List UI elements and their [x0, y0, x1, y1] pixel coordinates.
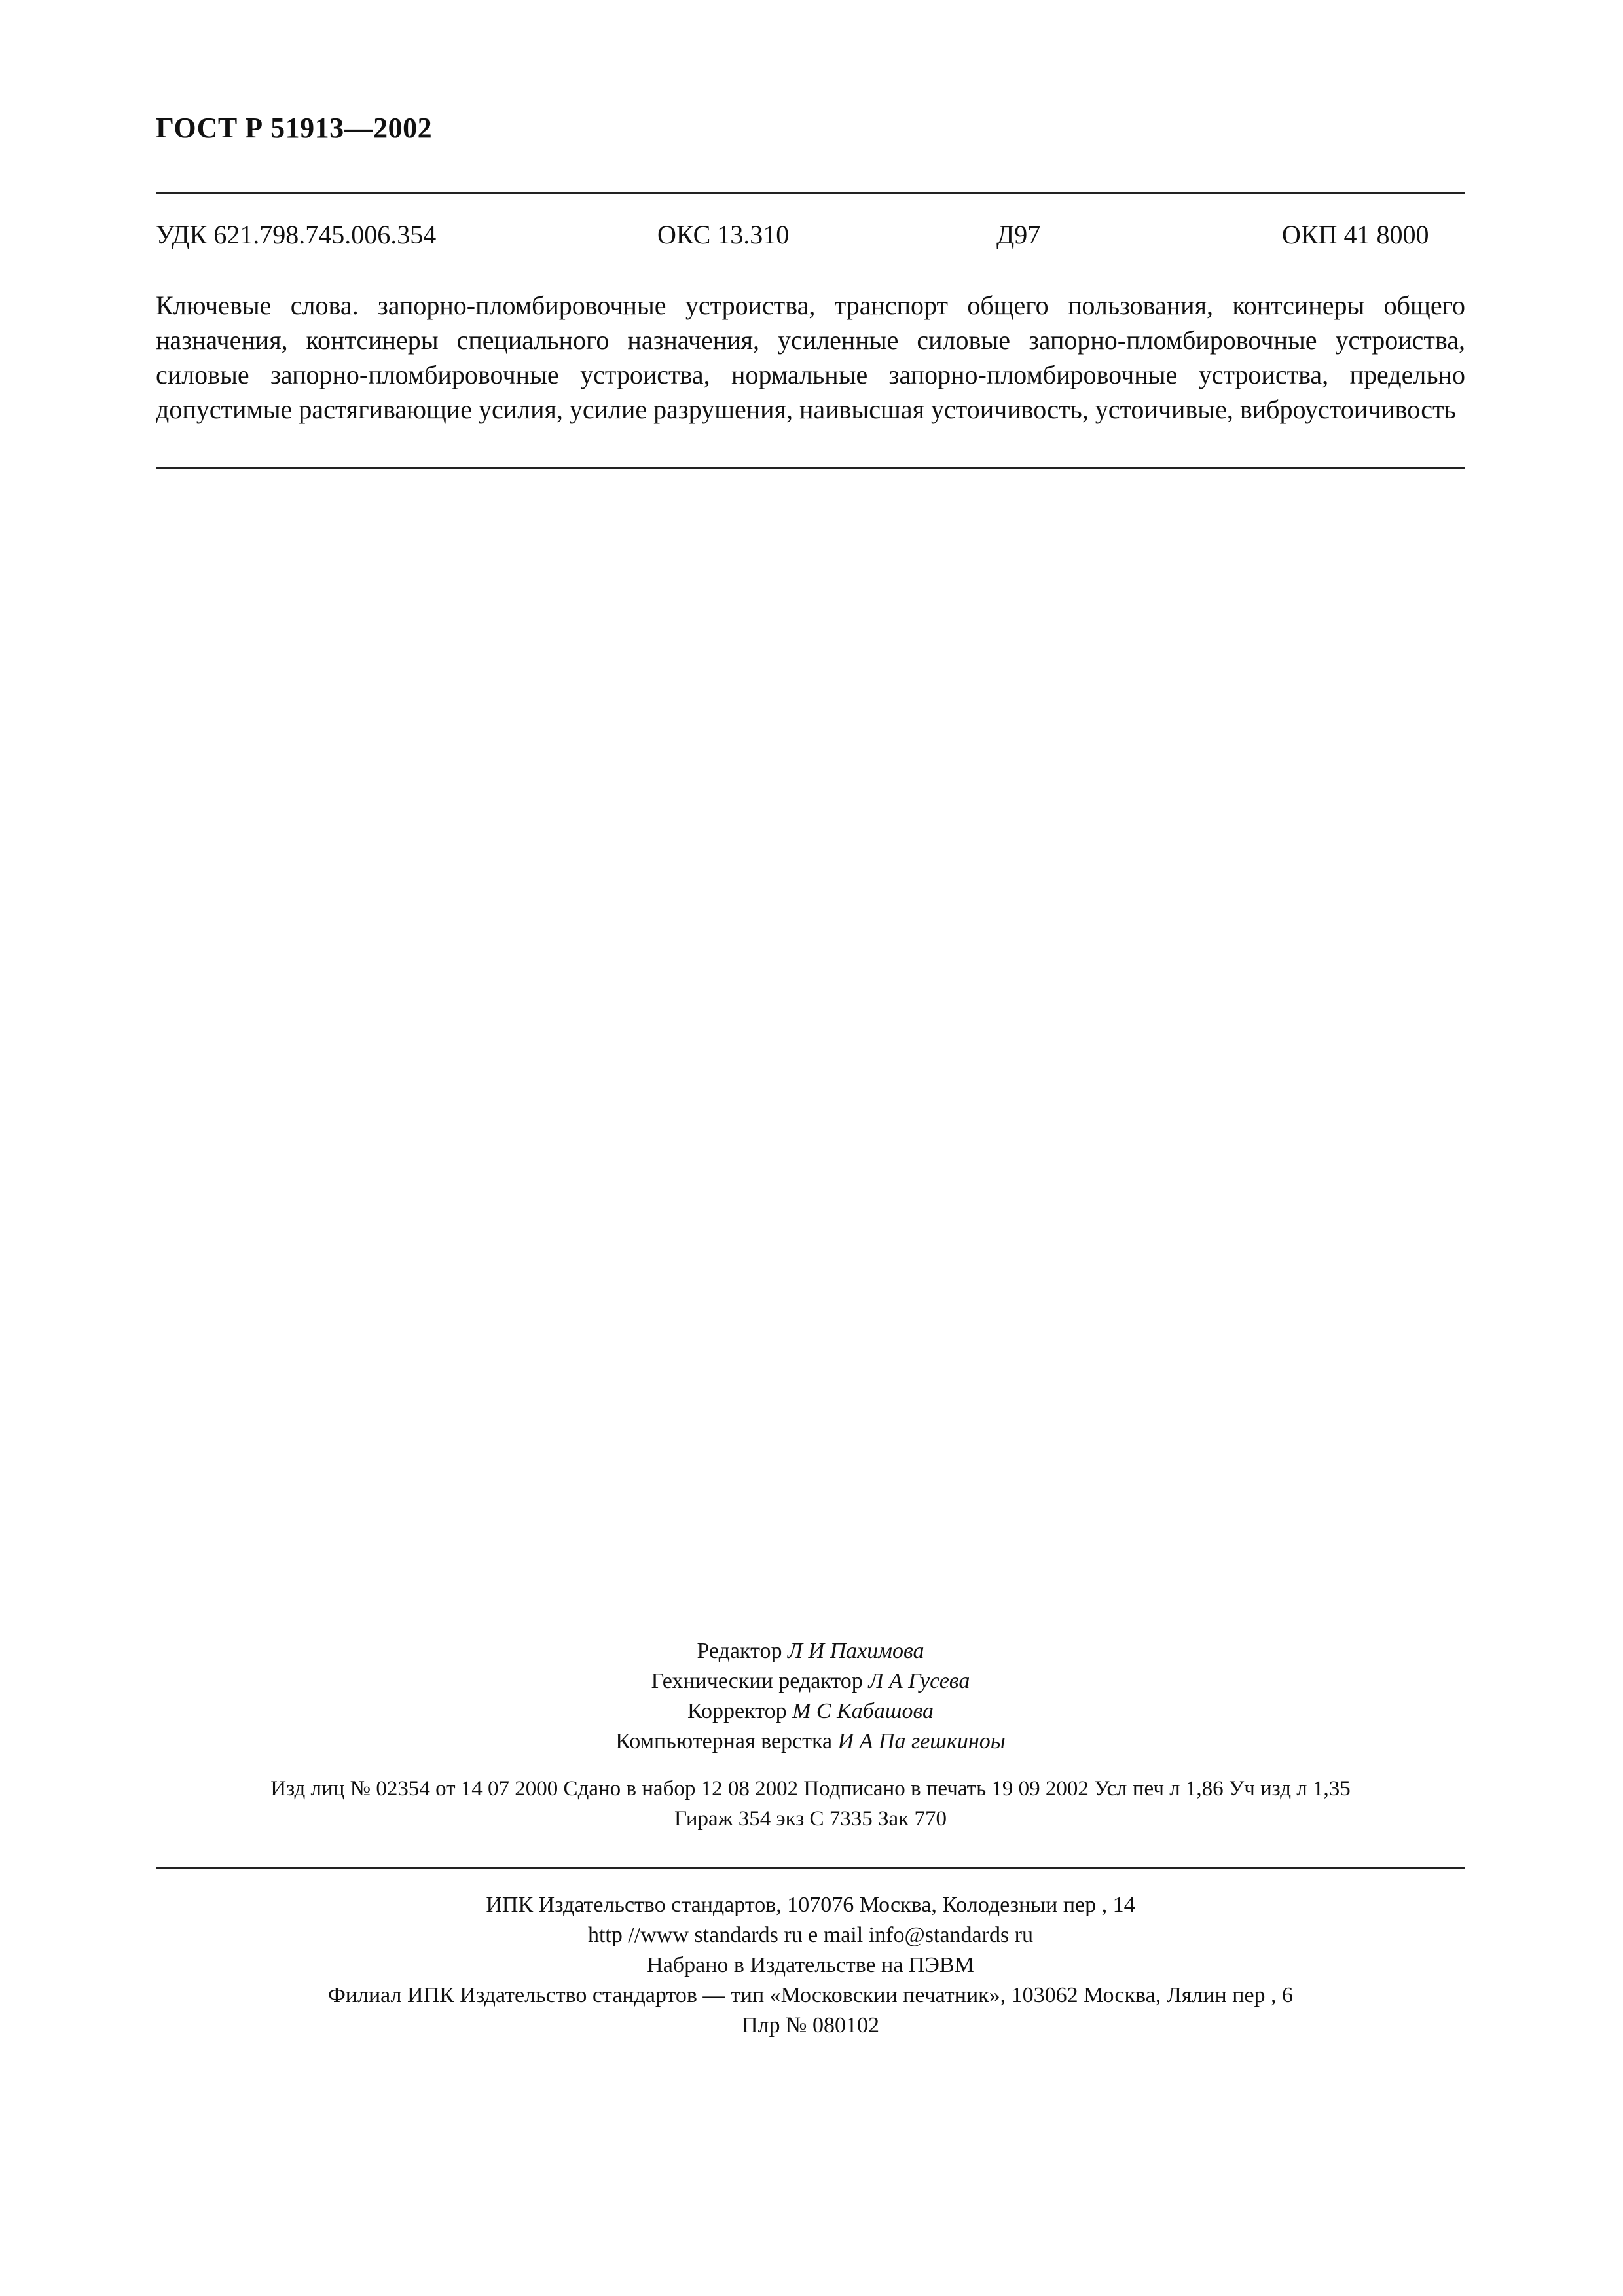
oks-code: ОКС 13.310	[657, 220, 790, 249]
layout-label: Компьютерная верстка	[615, 1729, 833, 1753]
tech-editor-label: Гехническии редактор	[651, 1669, 863, 1693]
print-info-line-1: Изд лиц № 02354 от 14 07 2000 Сдано в набор 12 08 2002 Подписано в печать 19 09 2002 Усл печ л 1,86 Уч изд л 1,35	[270, 1777, 1351, 1801]
publisher-divider	[156, 1867, 1465, 1869]
publisher-license: Плр № 080102	[742, 2013, 879, 2037]
corrector-name: М С Кабашова	[792, 1699, 934, 1723]
standard-number-header: ГОСТ Р 51913—2002	[156, 112, 433, 144]
okp-code: ОКП 41 8000	[1282, 220, 1429, 249]
keywords-paragraph: Ключевые слова. запорно-пломбировочные устроиства, транспорт общего пользования, контсинеры общего назначения, контсинеры специального назначения, усиленные силовые запорно-пломбировочные устроиства, силовые запорно-пломбировочные устроиства, нормальные запорно-пломбировочные устроиства, предельно допустимые растягивающие усилия, усилие разрушения, наивысшая устоичивость, устоичивые, виброустоичивость	[156, 291, 1465, 424]
publisher-typeset-note: Набрано в Издательстве на ПЭВМ	[647, 1953, 974, 1977]
layout-line	[156, 1727, 1465, 1757]
keywords-divider	[156, 467, 1465, 469]
tech-editor-name: Л А Гусева	[868, 1669, 970, 1693]
publisher-address: ИПК Издательство стандартов, 107076 Москва, Колодезныи пер , 14	[486, 1893, 1135, 1917]
publisher-block	[156, 1890, 1465, 2041]
editor-line	[156, 1636, 1465, 1666]
corrector-label: Корректор	[687, 1699, 787, 1723]
classification-codes-row	[156, 219, 1465, 259]
print-info-line-2: Гираж 354 экз С 7335 Зак 770	[674, 1807, 947, 1831]
editor-label: Редактор	[697, 1639, 782, 1663]
d-code: Д97	[996, 220, 1041, 249]
credits-block	[156, 1636, 1465, 1757]
layout-name: И А Па гешкиноы	[837, 1729, 1006, 1753]
publisher-branch: Филиал ИПК Издательство стандартов — тип «Московскии печатник», 103062 Москва, Лялин пер , 6	[327, 1983, 1294, 2007]
editor-name: Л И Пахимова	[788, 1639, 924, 1663]
print-info-block	[156, 1774, 1465, 1834]
udk-code: УДК 621.798.745.006.354	[156, 220, 437, 249]
top-divider	[156, 192, 1465, 194]
tech-editor-line	[156, 1666, 1465, 1696]
publisher-contacts: http //www standards ru e mail info@standards ru	[587, 1923, 1034, 1947]
corrector-line	[156, 1696, 1465, 1727]
